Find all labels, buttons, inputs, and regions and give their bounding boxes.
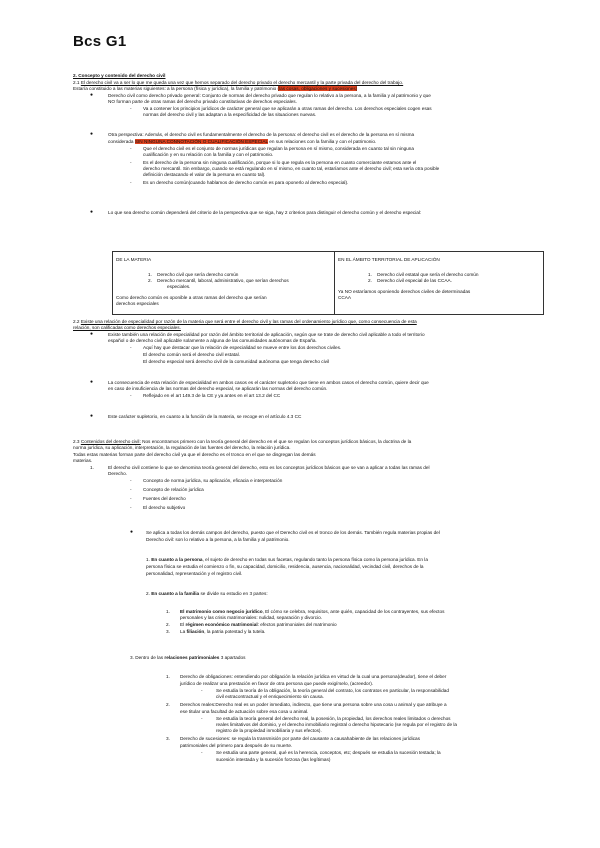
- subitem-text: reales limitativos del dominio, y el derecho inmobiliario registral o derecho hipotecario (se regula por el registro de la: [216, 722, 458, 727]
- table-header: EN EL ÁMBITO TERRITORIAL DE APLICACIÓN: [338, 257, 440, 262]
- dash-icon: -: [130, 106, 132, 111]
- paragraph-number: 2.3: [73, 439, 81, 444]
- underlined-text: relación, son calificadas como derechos especiales.: [73, 325, 181, 330]
- text-span: El: [180, 622, 186, 627]
- highlighted-text: SIN NINGUNA CONNOTACIÓN O CUALIFICACIÓN ESPECIAL: [134, 139, 268, 144]
- text-span: 3. Dentro de las: [130, 655, 165, 660]
- bullet-text: Lo que sea derecho común dependerá del criterio de la perspectiva que se siga, hay 2 criterios para distinguir el derecho común y el derecho especial:: [108, 210, 422, 215]
- numbered-text: personales y las crisis matrimoniales: nulidad, separación y divorcio.: [180, 615, 322, 620]
- paragraph-line: materias.: [73, 458, 93, 463]
- paragraph-line: Todas estas materias forman parte del derecho civil ya que el derecho es el tronco en el que se disgregan las demás: [73, 452, 316, 457]
- subitem-text: Que el derecho civil es el conjunto de normas jurídicas que regulan la persona en sí mismo, considerada en cuanto tal sin ninguna: [143, 146, 414, 151]
- enum-item: [146, 591, 268, 597]
- subitem-text: Aquí hay que destacar que la relación de especialidad se mueve entre los dos derechos civiles.: [143, 345, 342, 350]
- subitem-text: registro de la propiedad inmobiliaria y sus efectos).: [216, 728, 322, 733]
- text-span: 3 apartados: [219, 655, 246, 660]
- subitem-text: El derecho especial será derecho civil de la comunidad autónoma que tenga derecho civil: [143, 359, 330, 364]
- text-span: se divide su estudio en 3 partes:: [199, 591, 268, 596]
- table-note: derechos especiales: [116, 301, 159, 306]
- dash-icon: -: [130, 496, 132, 501]
- text-span: La: [180, 629, 187, 634]
- dash-icon: -: [201, 750, 203, 755]
- bold-text: El matrimonio como negocio jurídico: [180, 609, 263, 614]
- list-text: Derecho civil especial de las CCAA.: [377, 278, 452, 283]
- dash-icon: -: [130, 505, 132, 510]
- numbered-text: jurídico de realizar una prestación en favor de otra persona que puede exigírselo, (acreedor).: [180, 681, 374, 686]
- dash-icon: -: [130, 146, 132, 151]
- table-cell-materia: [113, 252, 335, 315]
- enum-item: [130, 655, 245, 661]
- table-list-item: 2. Derecho civil especial de las CCAA.: [368, 278, 452, 283]
- paragraph-line: norma jurídica, su aplicación, interpretación, la regulación de las fuentes del derecho, la relación jurídica.: [73, 445, 291, 450]
- text-span: : efectos patrimoniales del matrimonio: [257, 622, 337, 627]
- table-list-item: 1. Derecho civil que sería derecho común: [148, 272, 239, 277]
- text-span: en sus relaciones con la familia y con el patrimonio.: [267, 139, 377, 144]
- text-span: , la patria potestad y la tutela.: [204, 629, 266, 634]
- subitem-text: Concepto de norma jurídica, su aplicación, eficacia e interpretación: [143, 478, 283, 483]
- enum-item: persona física se estudia el comienzo o fin, su capacidad, domicilio, residencia, ausencia, nacionalidad, vecindad civil, derechos de la: [146, 564, 424, 569]
- list-number: 1.: [166, 609, 170, 614]
- enum-item: personalidad, representación y el registro civil.: [146, 571, 243, 576]
- subitem-text: Es un derecho común(cuando hablamos de derecho común es para oponerlo al derecho especial).: [143, 180, 349, 185]
- subitem-text: cualificación y en su relación con la familia y con el patrimonio.: [143, 152, 274, 157]
- table-cell-territorial: [335, 252, 544, 315]
- numbered-text: patrimoniales del primero para después de su muerte.: [180, 743, 293, 748]
- paragraph-line: [73, 86, 357, 92]
- subitem-text: definición destacando el valor de la persona en cuanto tal).: [143, 172, 266, 177]
- text-span: 1.: [146, 557, 152, 562]
- bullet-text: Este carácter supletorio, en cuanto a la función de la materia, se recoge en el artículo 4.3 CC: [108, 414, 302, 419]
- numbered-text: El derecho civil contiene lo que se denomina teoría general del derecho, esto es los conceptos jurídicos básicos que se van a aplicar a todas las ramas del: [108, 465, 430, 470]
- subitem-text: Concepto de relación jurídica: [143, 487, 204, 492]
- subitem-text: Se estudia la teoría general del derecho real, la posesión, la propiedad, los derechos reales limitados o derechos: [216, 716, 451, 721]
- table-list-item: 2. Derecho mercantil, laboral, administrativo, que serían derechos: [148, 278, 289, 283]
- list-number: 3.: [166, 629, 170, 634]
- table-note: CCAA: [338, 295, 352, 300]
- dash-icon: -: [130, 393, 132, 398]
- list-text: especiales.: [167, 284, 191, 289]
- table-list-item: 1. Derecho civil estatal que sería el derecho común: [368, 272, 479, 277]
- text-span: , El cómo se celebra, requisitos, ante quién, capacidad de los contrayentes, sus efectos: [262, 609, 445, 614]
- dash-icon: -: [130, 487, 132, 492]
- list-number: 2.: [166, 702, 170, 707]
- list-number: 2.: [166, 622, 170, 627]
- bullet-icon: ●: [90, 92, 94, 98]
- comparison-table: [112, 251, 544, 315]
- bullet-icon: ●: [90, 379, 94, 385]
- bullet-icon: ●: [130, 529, 134, 535]
- bullet-icon: ●: [90, 331, 94, 337]
- bullet-text: Derecho civil como derecho privado general: Conjunto de normas del derecho privado que regulan lo relativo a la persona, a la familia y al patrimonio y que: [108, 93, 431, 98]
- bullet-text: Existe también una relación de especialidad por razón del ámbito territorial de aplicación, según que se trate de derecho civil aplicable a todo el territorio: [108, 332, 425, 337]
- underlined-text: El derecho civil va a ser lo que me queda una vez que hemos separado del derecho privado el derecho mercantil y la parte privada del derecho del trabajo.: [80, 80, 404, 85]
- dash-icon: -: [130, 345, 132, 350]
- numbered-text: [180, 622, 337, 628]
- bullet-text: español o de derecho civil aplicable solamente a alguna de las comunidades autónomas de España.: [108, 338, 317, 343]
- subitem-text: sucesión intestada y la sucesión forzosa (las legítimas): [216, 757, 331, 762]
- bullet-text: Otra perspectiva: Además, el derecho civil es fundamentalmente el derecho de la persona: el derecho civil es el derecho de la persona en sí misma: [108, 132, 415, 137]
- section-heading-text: 2. Concepto y contenido del derecho civil: [73, 73, 166, 78]
- bold-text: En cuanto a la persona: [151, 557, 203, 562]
- enum-item: [146, 557, 428, 563]
- list-number: 3.: [166, 736, 170, 741]
- subitem-text: El derecho subjetivo: [143, 505, 186, 510]
- numbered-text: [180, 629, 266, 635]
- subitem-text: Es el derecho de la persona sin ninguna cualificación, porque si lo que regula es la persona en cuanto comerciante estamos ante el: [143, 160, 417, 165]
- underlined-text: Existe una relación de especialidad por razón de la materia que será entre el derecho civil y las ramas del ordenamiento jurídico que, como consecuencia de esta: [80, 319, 417, 324]
- list-text: Derecho civil estatal que sería el derecho común: [377, 272, 479, 277]
- dash-icon: -: [201, 716, 203, 721]
- numbered-text: Derecho.: [108, 471, 128, 476]
- dash-icon: -: [130, 180, 132, 185]
- highlighted-text: (las cosas, obligaciones y sucesiones): [277, 86, 358, 91]
- bullet-text: NO forman parte de otras ramas del derecho privado constitutivas de derechos especiales.: [108, 99, 297, 104]
- dash-icon: -: [201, 688, 203, 693]
- subitem-text: Reflejado en el art 149.3 de la CE y ya antes en el art 13.2 del CC: [143, 393, 281, 398]
- bullet-text: Se aplica a todas los demás campos del derecho, puesto que el Derecho civil es el tronco de los demás. También regula materias propias del: [146, 530, 440, 535]
- bold-text: relaciones patrimoniales: [164, 655, 220, 660]
- subitem-text: normas del derecho civil y las adaptan a la especificidad de las situaciones nuevas.: [143, 112, 317, 117]
- list-number: 1.: [90, 465, 94, 470]
- subitem-text: Se estudia una parte general, qué es la herencia, conceptos, etc; después se estudia la sucesión testada; la: [216, 750, 441, 755]
- text-span: Estaría constituido a las materias siguientes: a la persona (física y jurídica), la familia y patrimonio: [73, 86, 278, 91]
- underlined-text: Contenidos del derecho civil:: [80, 439, 141, 444]
- numbered-text: ese titular una facultad de actuación sobre esa cosa u animal.: [180, 709, 309, 714]
- table-note: Ya NO estaríamos oponiendo derechos civiles de determinadas: [338, 289, 471, 294]
- table-note: Como derecho común es oponible a otras ramas del derecho que serían: [116, 295, 267, 300]
- bullet-text: [108, 139, 376, 145]
- list-number: 1.: [166, 674, 170, 679]
- text-span: , el sujeto de derecho en todas sus facetas, regulando tanto la persona física como la persona jurídica. En la: [202, 557, 428, 562]
- text-span: Nos encontramos primero con la teoría general del derecho en el que se regulan los conceptos jurídicos básicos, la doctrina de la: [140, 439, 412, 444]
- bold-text: filiación: [186, 629, 205, 634]
- list-text: Derecho mercantil, laboral, administrativo, que serían derechos: [157, 278, 289, 283]
- document-title: Bcs G1: [73, 33, 127, 50]
- text-span: considerada: [108, 139, 135, 144]
- paragraph-number: 2.2: [73, 319, 81, 324]
- text-span: 2.: [146, 591, 152, 596]
- bold-text: régimen económico matrimonial: [185, 622, 258, 627]
- paragraph-number: 2.1: [73, 80, 81, 85]
- bullet-icon: ●: [90, 209, 94, 215]
- list-text: Derecho civil que sería derecho común: [157, 272, 239, 277]
- bullet-text: en caso de insuficiencia de las normas del derecho especial, se aplicarán las normas del derecho común.: [108, 386, 328, 391]
- dash-icon: -: [130, 478, 132, 483]
- numbered-text: Derecho de sucesiones: se regula la transmisión por parte del causante a causahabiente de las relaciones jurídicas: [180, 736, 420, 741]
- numbered-text: Derechos reales:Derecho real es un poder inmediato, indirecto, que tiene una persona sobre una cosa u animal y que atribuye a: [180, 702, 447, 707]
- subitem-text: derecho mercantil. Sin embargo, cuando se está regulando en sí mismo, en cuanto tal, estaríamos ante el derecho civil; esta sería otra posible: [143, 166, 440, 171]
- dash-icon: -: [130, 160, 132, 165]
- table-header: DE LA MATERIA: [116, 257, 152, 262]
- bold-text: En cuanto a la familia: [151, 591, 200, 596]
- numbered-text: Derecho de obligaciones: entendiendo por obligación la relación jurídica en virtud de la cual una persona(deudor), tiene el deber: [180, 674, 447, 679]
- subitem-text: civil extracontractual y el enriquecimiento sin causa.: [216, 694, 324, 699]
- bullet-icon: ●: [90, 413, 94, 419]
- bullet-icon: ●: [90, 131, 94, 137]
- bullet-text: La consecuencia de esta relación de especialidad en ambos casos es el carácter supletorio que tiene en ambos casos el derecho común, quiere decir que: [108, 380, 429, 385]
- subitem-text: Fuentes del derecho: [143, 496, 186, 501]
- subitem-text: Se estudia la teoría de la obligación, la teoría general del contrato, los contratos en particular, la responsabilidad: [216, 688, 449, 693]
- subitem-text: El derecho común será el derecho civil estatal.: [143, 352, 240, 357]
- bullet-text: Derecho civil: son lo relativo a la persona, a la familia y al patrimonio.: [146, 537, 290, 542]
- section-heading: [73, 73, 165, 79]
- subitem-text: Va a contener los principios jurídicos de carácter general que se aplicarán a otras ramas del derecho. Los derechos especiales cogen esas: [143, 106, 432, 111]
